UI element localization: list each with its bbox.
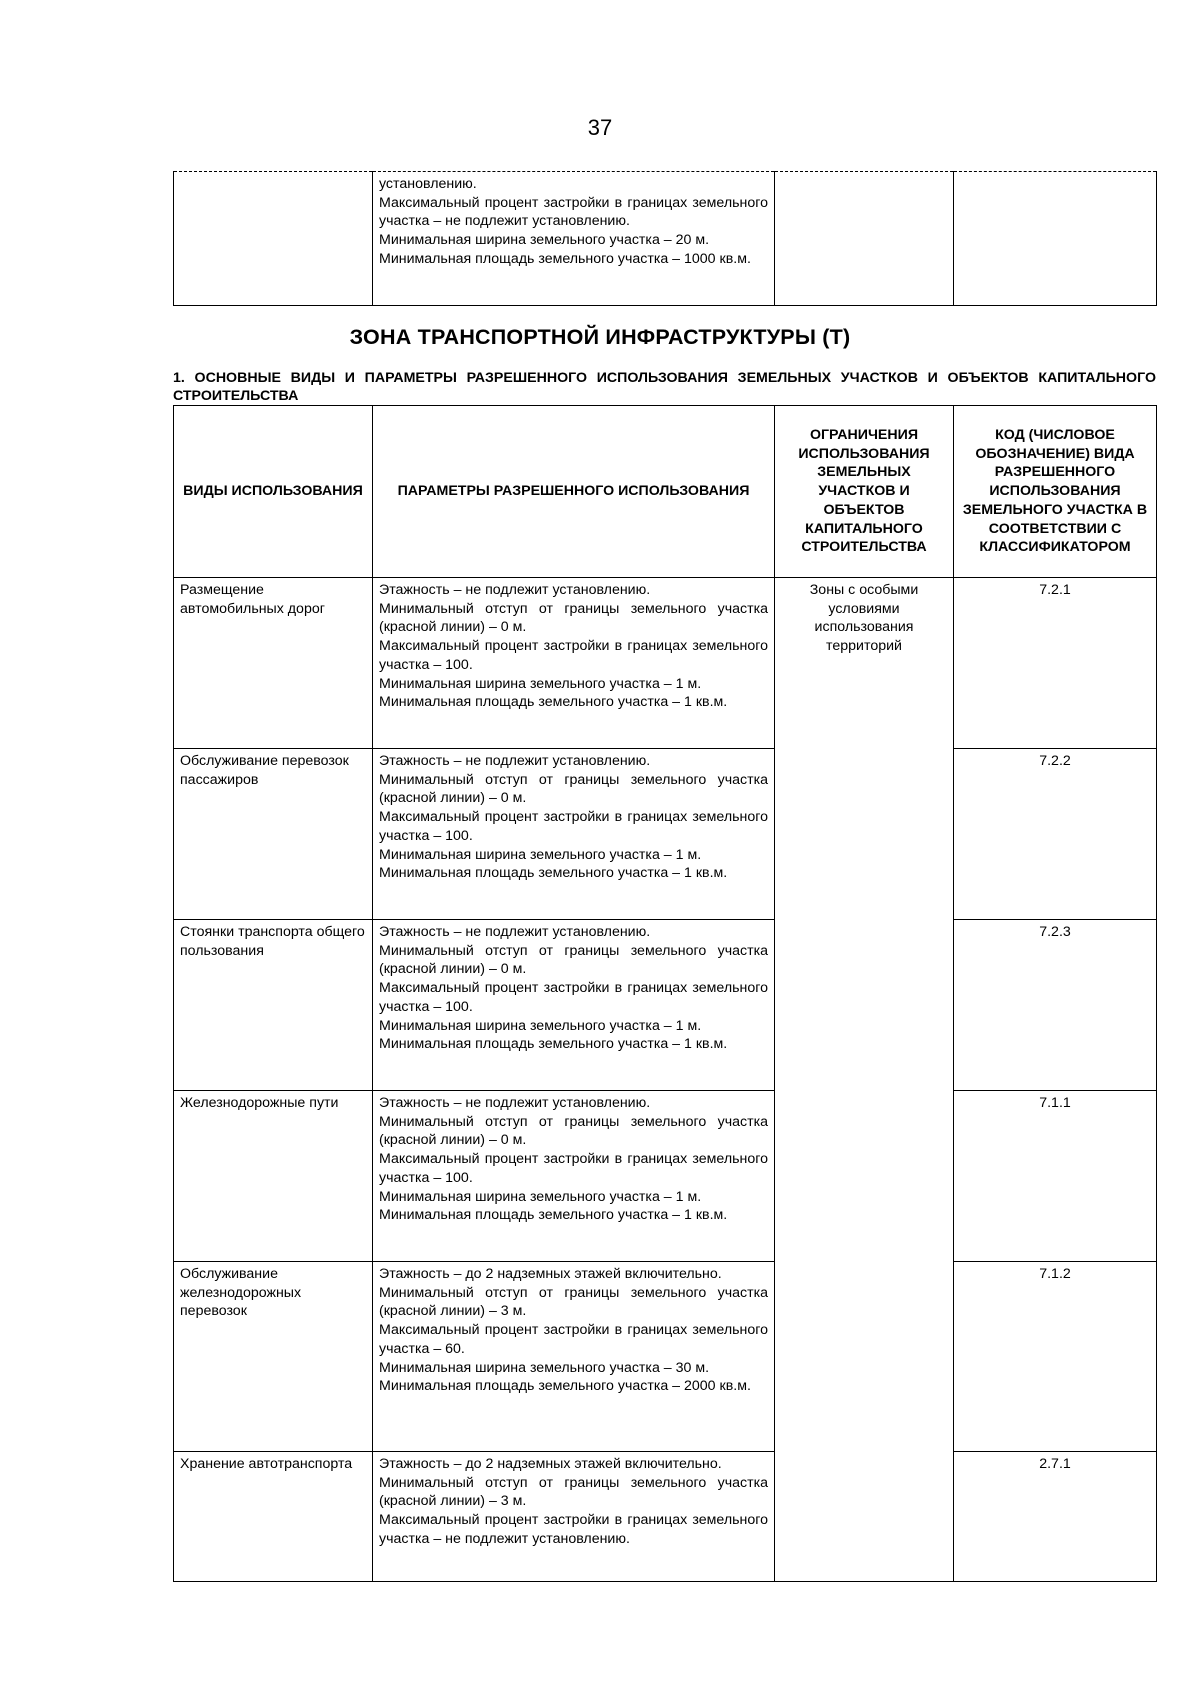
- param-line: Минимальная ширина земельного участка – 30 м.: [379, 1359, 710, 1376]
- table-row: [174, 1452, 1157, 1582]
- param-line: Максимальный процент застройки в границах земельного участка – 100.: [379, 980, 768, 1015]
- param-line: Минимальная площадь земельного участка – 2000 кв.м.: [379, 1378, 751, 1395]
- code-cell: 7.2.1: [954, 578, 1157, 749]
- param-line: Максимальный процент застройки в границах земельного участка – 100.: [379, 1151, 768, 1186]
- param-line: Максимальный процент застройки в границах земельного участка – 60.: [379, 1322, 768, 1357]
- section-heading: 1. ОСНОВНЫЕ ВИДЫ И ПАРАМЕТРЫ РАЗРЕШЕННОГО ИСПОЛЬЗОВАНИЯ ЗЕМЕЛЬНЫХ УЧАСТКОВ И ОБЪЕКТОВ КАПИТАЛЬНОГО СТРОИТЕЛЬСТВА: [173, 370, 1156, 404]
- code-cell: 7.1.2: [954, 1262, 1157, 1452]
- param-line: установлению.: [379, 176, 477, 192]
- param-line: Минимальная площадь земельного участка – 1 кв.м.: [379, 694, 728, 711]
- param-line: Минимальный отступ от границы земельного участка (красной линии) – 3 м.: [379, 1284, 768, 1320]
- param-line: Минимальная ширина земельного участка – 1 м.: [379, 846, 702, 863]
- param-line: Минимальная площадь земельного участка – 1 кв.м.: [379, 865, 728, 882]
- use-cell: Размещение автомобильных дорог: [174, 578, 373, 749]
- param-line: Этажность – не подлежит установлению.: [379, 753, 651, 769]
- zone-title: ЗОНА ТРАНСПОРТНОЙ ИНФРАСТРУКТУРЫ (Т): [349, 325, 851, 349]
- use-cell: Обслуживание железнодорожных перевозок: [174, 1262, 373, 1452]
- restrictions-cell: Зоны с особыми условиями использования территорий: [775, 578, 954, 1582]
- code-cell: 7.2.2: [954, 749, 1157, 920]
- param-line: Минимальная площадь земельного участка – 1000 кв.м.: [379, 250, 751, 267]
- header-code: КОД (ЧИСЛОВОЕ ОБОЗНАЧЕНИЕ) ВИДА РАЗРЕШЕННОГО ИСПОЛЬЗОВАНИЯ ЗЕМЕЛЬНОГО УЧАСТКА В СООТВЕТСТВИИ С КЛАССИФИКАТОРОМ: [954, 406, 1157, 578]
- header-restrictions: ОГРАНИЧЕНИЯ ИСПОЛЬЗОВАНИЯ ЗЕМЕЛЬНЫХ УЧАСТКОВ И ОБЪЕКТОВ КАПИТАЛЬНОГО СТРОИТЕЛЬСТВА: [775, 406, 954, 578]
- param-line: Минимальный отступ от границы земельного участка (красной линии) – 3 м.: [379, 1474, 768, 1510]
- param-line: Этажность – до 2 надземных этажей включительно.: [379, 1456, 722, 1472]
- param-line: Минимальная ширина земельного участка – 1 м.: [379, 1188, 702, 1205]
- header-use: ВИДЫ ИСПОЛЬЗОВАНИЯ: [174, 406, 373, 578]
- page-number: 37: [587, 115, 613, 140]
- param-line: Этажность – не подлежит установлению.: [379, 924, 651, 940]
- table-row: [174, 1262, 1157, 1452]
- params-cell: [373, 1262, 775, 1452]
- continuation-params-cell: [373, 172, 775, 306]
- table-row: [174, 578, 1157, 749]
- param-line: Максимальный процент застройки в границах земельного участка – не подлежит установлению.: [379, 194, 768, 230]
- param-line: Минимальная ширина земельного участка – 20 м.: [379, 232, 710, 249]
- header-params: ПАРАМЕТРЫ РАЗРЕШЕННОГО ИСПОЛЬЗОВАНИЯ: [373, 406, 775, 578]
- table-row: [174, 920, 1157, 1091]
- param-line: Минимальный отступ от границы земельного участка (красной линии) – 0 м.: [379, 771, 768, 807]
- table-row: [174, 1091, 1157, 1262]
- continuation-row: [174, 172, 1157, 306]
- continuation-restriction-cell: [775, 172, 954, 306]
- param-line: Минимальный отступ от границы земельного участка (красной линии) – 0 м.: [379, 942, 768, 978]
- use-cell: Хранение автотранспорта: [174, 1452, 373, 1582]
- table-row: [174, 749, 1157, 920]
- param-line: Этажность – не подлежит установлению.: [379, 1095, 651, 1111]
- param-line: Минимальный отступ от границы земельного участка (красной линии) – 0 м.: [379, 600, 768, 636]
- continuation-use-cell: [174, 172, 373, 306]
- code-cell: 2.7.1: [954, 1452, 1157, 1582]
- param-line: Минимальный отступ от границы земельного участка (красной линии) – 0 м.: [379, 1113, 768, 1149]
- code-cell: 7.1.1: [954, 1091, 1157, 1262]
- param-line: Этажность – не подлежит установлению.: [379, 582, 651, 598]
- param-line: Максимальный процент застройки в границах земельного участка – не подлежит установлению.: [379, 1512, 768, 1547]
- params-cell: [373, 749, 775, 920]
- code-cell: 7.2.3: [954, 920, 1157, 1091]
- param-line: Максимальный процент застройки в границах земельного участка – 100.: [379, 809, 768, 844]
- param-line: Минимальная ширина земельного участка – 1 м.: [379, 1017, 702, 1034]
- land-use-table: [173, 405, 1157, 1582]
- param-line: Этажность – до 2 надземных этажей включительно.: [379, 1266, 722, 1282]
- params-cell: [373, 920, 775, 1091]
- continuation-table: [173, 171, 1157, 306]
- use-cell: Железнодорожные пути: [174, 1091, 373, 1262]
- use-cell: Стоянки транспорта общего пользования: [174, 920, 373, 1091]
- table-header-row: [174, 406, 1157, 578]
- params-cell: [373, 1452, 775, 1582]
- param-line: Минимальная площадь земельного участка – 1 кв.м.: [379, 1036, 728, 1053]
- params-cell: [373, 1091, 775, 1262]
- continuation-code-cell: [954, 172, 1157, 306]
- param-line: Минимальная ширина земельного участка – 1 м.: [379, 675, 702, 692]
- params-cell: [373, 578, 775, 749]
- param-line: Максимальный процент застройки в границах земельного участка – 100.: [379, 638, 768, 673]
- param-line: Минимальная площадь земельного участка – 1 кв.м.: [379, 1207, 728, 1224]
- use-cell: Обслуживание перевозок пассажиров: [174, 749, 373, 920]
